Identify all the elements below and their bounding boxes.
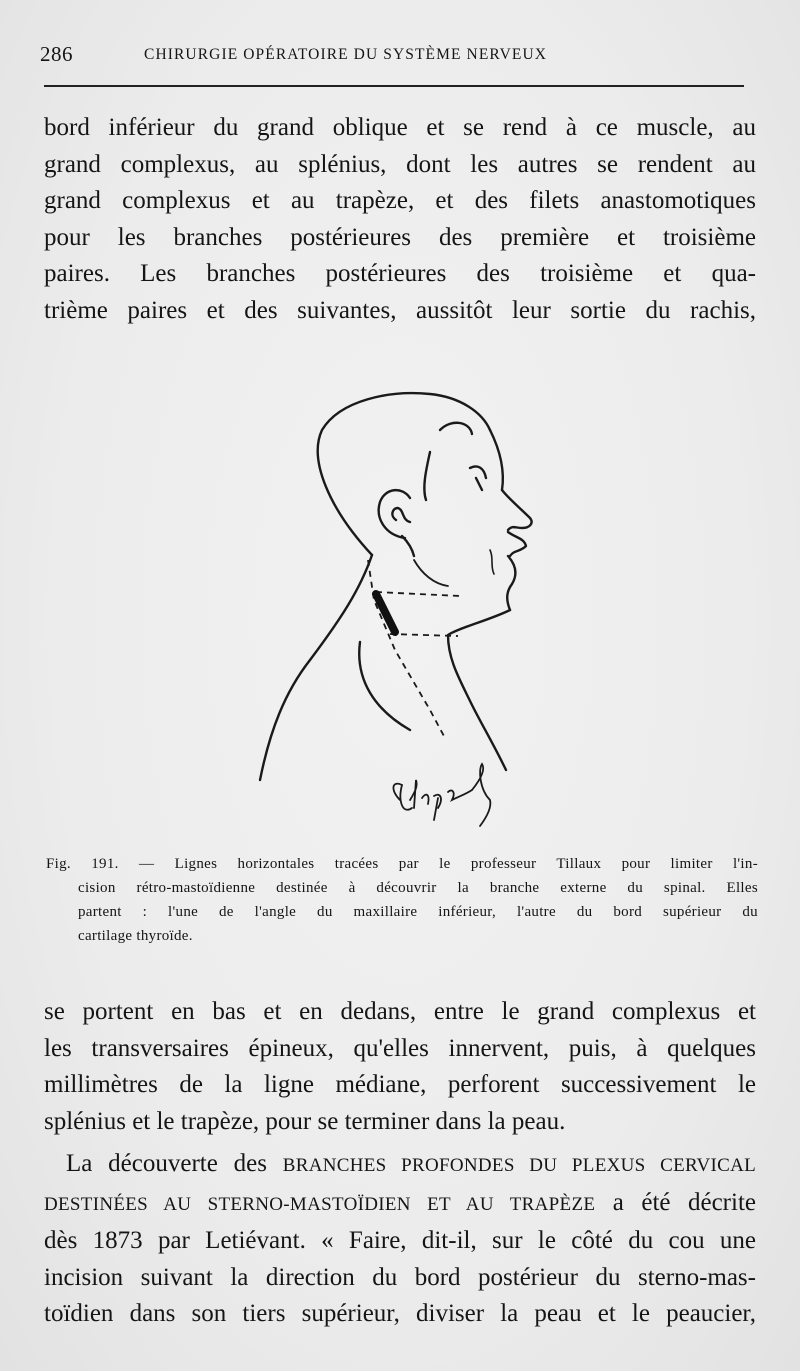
running-title: CHIRURGIE OPÉRATOIRE DU SYSTÈME NERVEUX: [144, 46, 548, 63]
paragraph-3: [44, 1146, 756, 1333]
caption-line: Fig. 191. — Lignes horizontales tracées par le professeur Tillaux pour limiter l'in-: [46, 856, 758, 872]
head-profile-drawing: [190, 360, 650, 840]
small-caps-run: DESTINÉES AU STERNO-MASTOÏDIEN ET AU TRAPÈZE: [44, 1193, 596, 1215]
text-line: bord inférieur du grand oblique et se rend à ce muscle, au: [44, 114, 756, 141]
small-caps-run: BRANCHES PROFONDES DU PLEXUS CERVICAL: [282, 1155, 756, 1176]
text-line: les transversaires épineux, qu'elles innervent, puis, à quelques: [44, 1034, 756, 1062]
figure-caption: [46, 852, 758, 948]
text-line: dès 1873 par Letiévant. « Faire, dit-il, sur le côté du cou une: [44, 1227, 756, 1254]
text-line: toïdien dans son tiers supérieur, diviser la peau et le peaucier,: [44, 1300, 756, 1327]
text-line: millimètres de la ligne médiane, perforent successivement le: [44, 1071, 756, 1098]
text-line: incision suivant la direction du bord postérieur du sterno-mas-: [44, 1263, 756, 1291]
text-line: paires. Les branches postérieures des troisième et qua-: [44, 260, 756, 287]
text-line: splénius et le trapèze, pour se terminer dans la peau.: [44, 1107, 566, 1135]
page-number: 286: [40, 42, 73, 66]
text-run: La découverte des: [66, 1150, 283, 1177]
paragraph-2: [44, 994, 756, 1140]
text-line: pour les branches postérieures des première et troisième: [44, 223, 756, 251]
text-run: a été décrite: [595, 1188, 756, 1216]
caption-line: cision rétro-mastoïdienne destinée à découvrir la branche externe du spinal. Elles: [78, 880, 758, 896]
paragraph-1: [44, 110, 756, 329]
header-rule: [44, 85, 744, 87]
text-line: se portent en bas et en dedans, entre le grand complexus et: [44, 998, 756, 1025]
text-line: [44, 1146, 756, 1185]
text-line: grand complexus et au trapèze, et des filets anastomotiques: [44, 187, 756, 214]
figure-191-illustration: [190, 360, 650, 840]
caption-line: cartilage thyroïde.: [78, 928, 193, 944]
text-line: trième paires et des suivantes, aussitôt leur sortie du rachis,: [44, 296, 756, 324]
caption-line: partent : l'une de l'angle du maxillaire inférieur, l'autre du bord supérieur du: [78, 904, 758, 920]
text-line: grand complexus, au splénius, dont les autres se rendent au: [44, 150, 756, 178]
text-line: [44, 1185, 756, 1224]
page-header: [40, 40, 750, 80]
artist-signature: [393, 764, 490, 826]
